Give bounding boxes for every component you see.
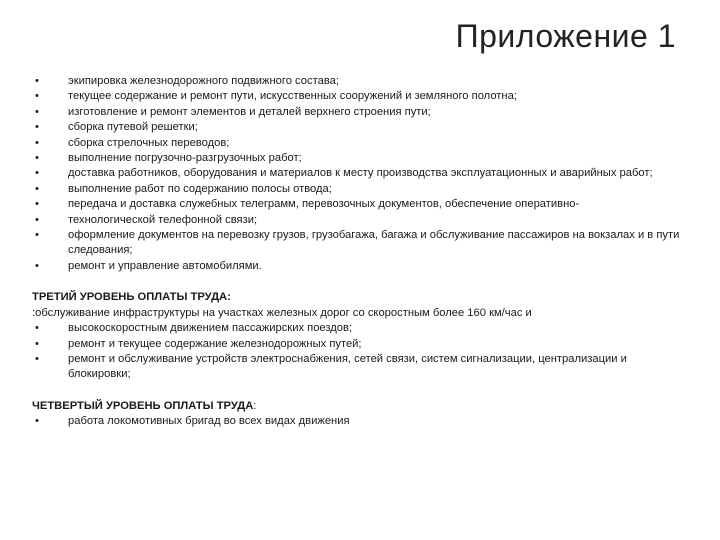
bullet: •: [35, 322, 39, 335]
bullet: •: [35, 415, 39, 428]
bullet: •: [35, 121, 39, 134]
list-item: • изготовление и ремонт элементов и деталей верхнего строения пути;: [32, 105, 682, 120]
list-item: • текущее содержание и ремонт пути, искусственных сооружений и земляного полотна;: [32, 89, 682, 104]
list-item: • ремонт и текущее содержание железнодорожных путей;: [32, 337, 682, 352]
section-3-heading: ТРЕТИЙ УРОВЕНЬ ОПЛАТЫ ТРУДА:: [32, 291, 231, 304]
bullet: •: [35, 105, 39, 118]
section-3: [32, 290, 682, 382]
section-4-heading-line: [32, 399, 682, 414]
section-3-intro: :обслуживание инфраструктуры на участках железных дорог со скоростным более 160 км/час и: [32, 306, 532, 319]
list-item: • выполнение погрузочно-разгрузочных работ;: [32, 151, 682, 166]
section-4-heading: ЧЕТВЕРТЫЙ УРОВЕНЬ ОПЛАТЫ ТРУДА: [32, 399, 254, 412]
list-item: • ремонт и обслуживание устройств электроснабжения, сетей связи, систем сигнализации, централизации и блокировки;: [32, 352, 682, 383]
list-item: • технологической телефонной связи;: [32, 213, 682, 228]
list-item: • передача и доставка служебных телеграмм, перевозочных документов, обеспечение оперативно-: [32, 197, 682, 212]
bullet: •: [35, 90, 39, 103]
section-4-heading-suffix: :: [253, 399, 257, 412]
section-3-list: [32, 321, 682, 383]
work-list: [32, 74, 682, 274]
list-item: • выполнение работ по содержанию полосы отвода;: [32, 182, 682, 197]
section-4: [32, 399, 682, 430]
list-item: • сборка стрелочных переводов;: [32, 136, 682, 151]
list-item: • доставка работников, оборудования и материалов к месту производства эксплуатационных и аварийных работ;: [32, 166, 682, 181]
bullet: •: [35, 259, 39, 272]
list-item: • ремонт и управление автомобилями.: [32, 259, 682, 274]
bullet: •: [35, 75, 39, 87]
list-item: • экипировка железнодорожного подвижного состава;: [32, 74, 682, 89]
list-item: • оформление документов на перевозку грузов, грузобагажа, багажа и обслуживание пассажиров на вокзалах и в пути следования;: [32, 228, 682, 259]
bullet: •: [35, 152, 39, 165]
page-title: Приложение 1: [455, 18, 676, 54]
bullet: •: [35, 182, 39, 195]
bullet: •: [35, 337, 39, 350]
section-4-list: [32, 414, 682, 429]
bullet: •: [35, 198, 39, 211]
bullet: •: [35, 352, 39, 365]
bullet: •: [35, 167, 39, 180]
list-item: • высокоскоростным движением пассажирских поездов;: [32, 321, 682, 336]
list-item: • сборка путевой решетки;: [32, 120, 682, 135]
bullet: •: [35, 213, 39, 226]
bullet: •: [35, 136, 39, 149]
bullet: •: [35, 229, 39, 242]
document-body: [32, 74, 682, 430]
list-item: • работа локомотивных бригад во всех видах движения: [32, 414, 682, 429]
